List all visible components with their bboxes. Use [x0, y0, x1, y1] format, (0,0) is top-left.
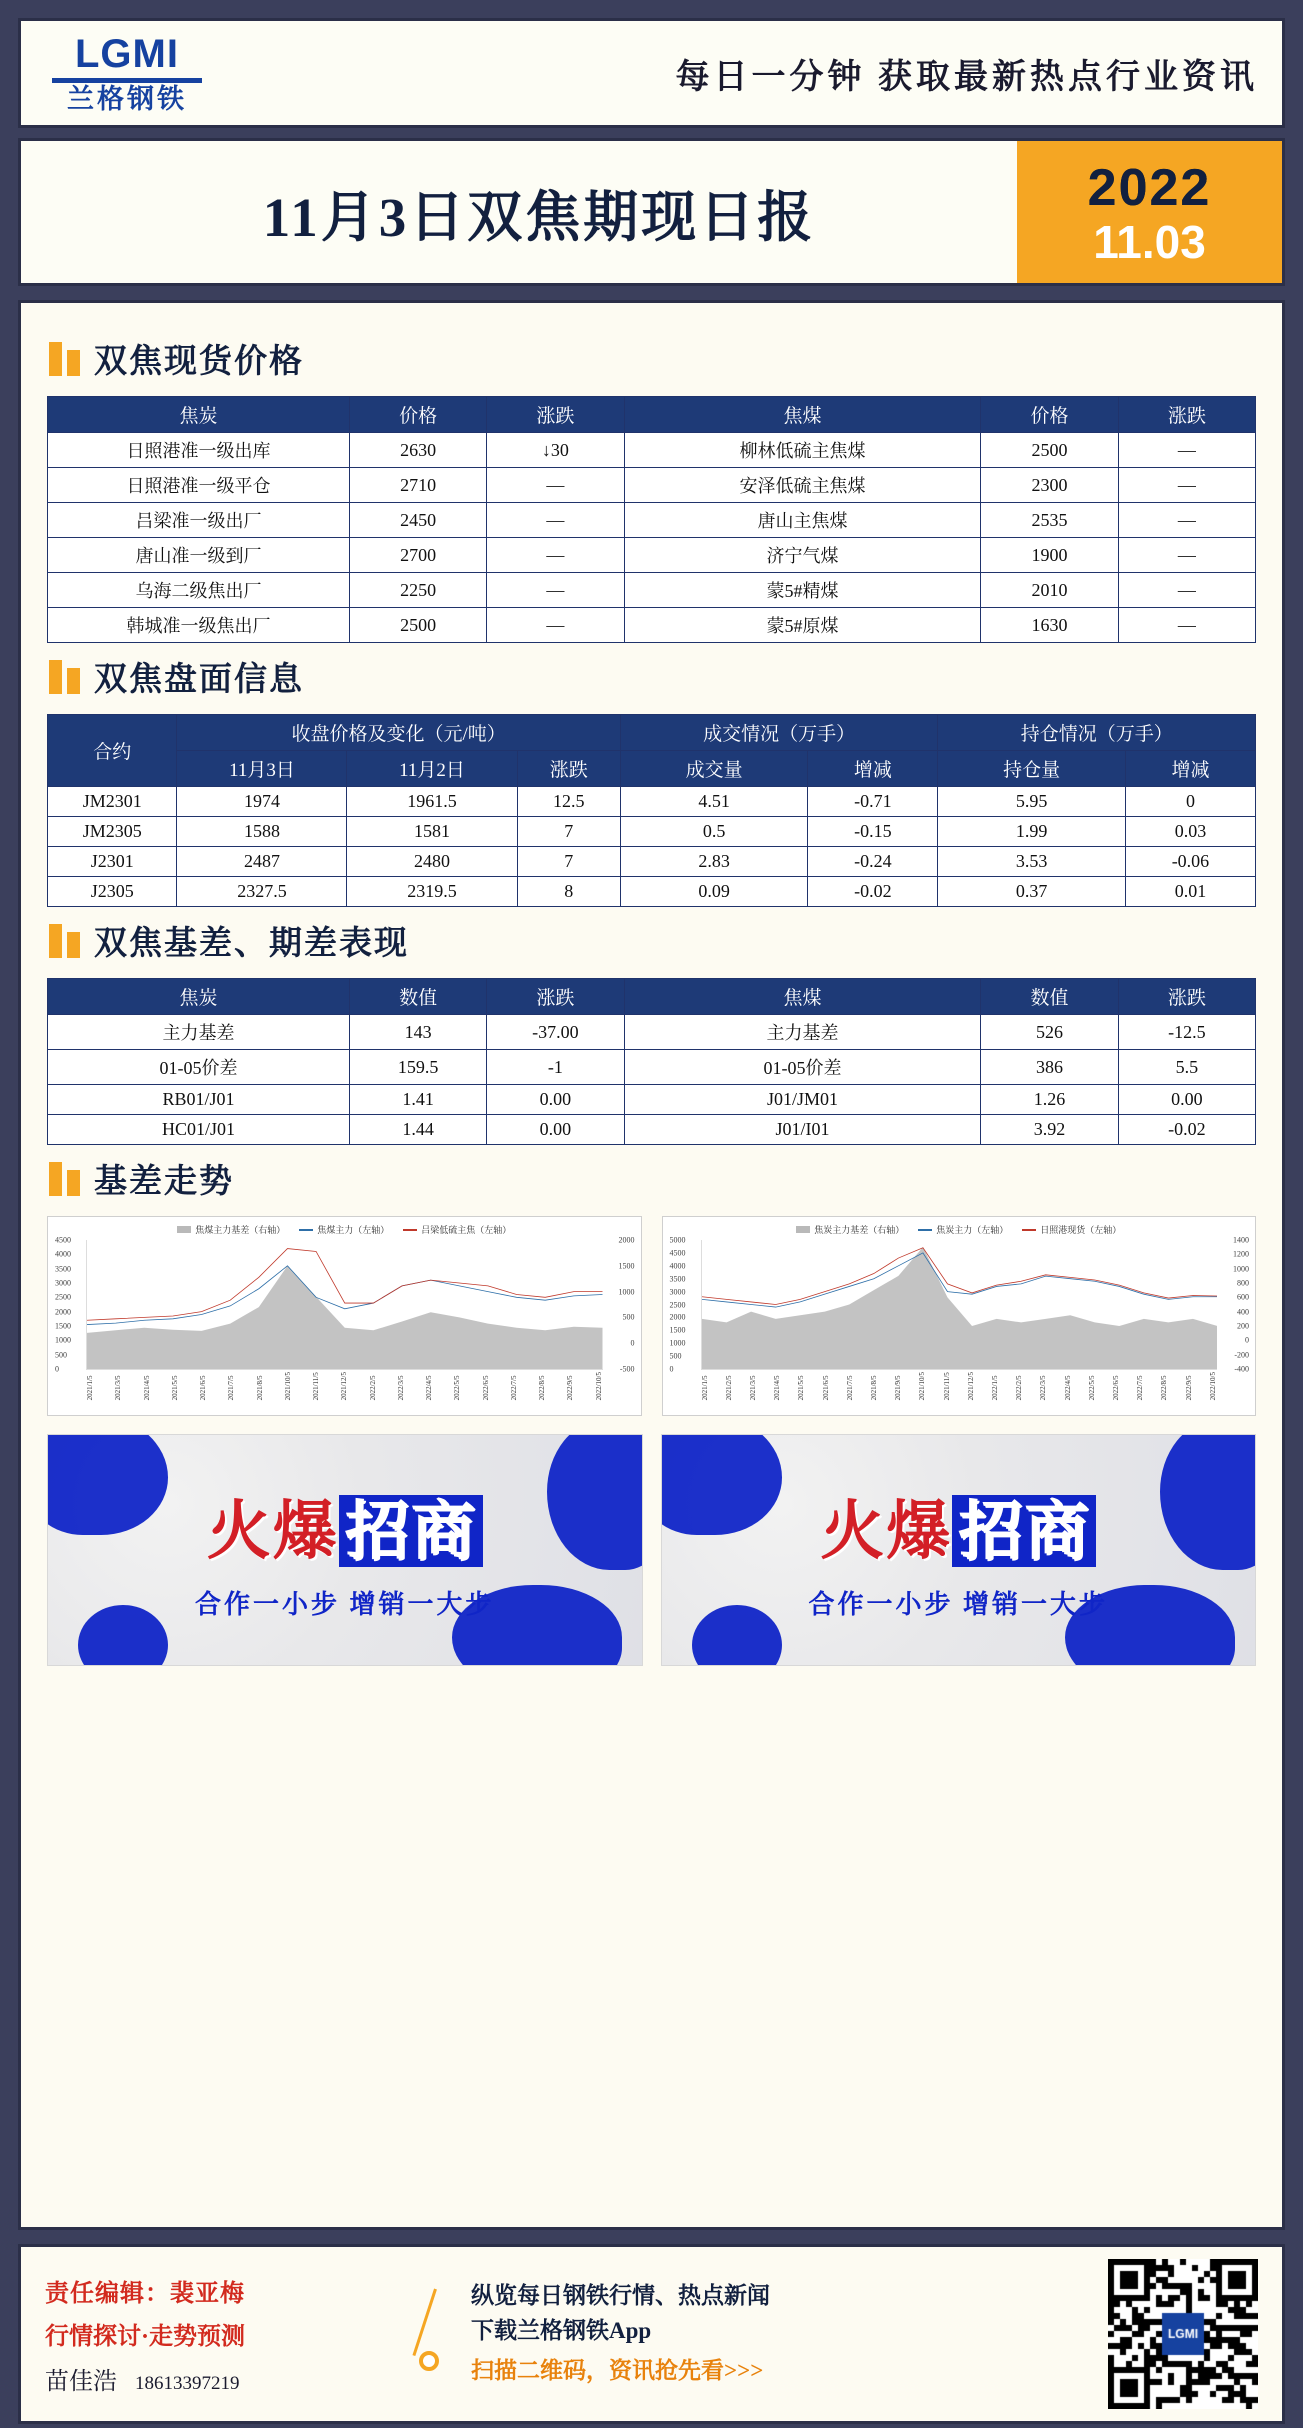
table-cell: 2300 — [981, 468, 1118, 503]
table-cell: ↓30 — [487, 433, 624, 468]
table-cell: 5.5 — [1118, 1050, 1255, 1085]
table-cell: -0.02 — [808, 877, 938, 907]
legend-entry: 焦煤主力（左轴） — [299, 1223, 389, 1236]
y-axis-tick: 0 — [669, 1364, 674, 1374]
table-cell: -0.06 — [1125, 847, 1255, 877]
y2-axis-tick: 0 — [1245, 1335, 1249, 1345]
column-subheader: 持仓量 — [938, 751, 1125, 787]
ad-banner[interactable] — [661, 1434, 1257, 1666]
x-axis-tick: 2022/8/5 — [538, 1375, 546, 1401]
table-cell: 0.5 — [620, 817, 807, 847]
table-cell: — — [487, 573, 624, 608]
column-header: 数值 — [349, 979, 486, 1015]
table-cell: 0.09 — [620, 877, 807, 907]
x-axis-tick: 2022/4/5 — [1063, 1375, 1072, 1401]
footer-contact — [45, 2361, 405, 2396]
ad-headline: 火爆招商 — [820, 1480, 1096, 1572]
ad-banners — [47, 1434, 1256, 1666]
section-heading-basis — [49, 917, 1256, 964]
y2-axis-tick: 400 — [1237, 1307, 1249, 1317]
table-cell: J01/JM01 — [624, 1085, 981, 1115]
x-axis-tick: 2021/3/5 — [748, 1375, 757, 1401]
y-axis-tick: 2000 — [669, 1312, 686, 1322]
table-row — [48, 468, 1256, 503]
table-cell: 蒙5#精煤 — [624, 573, 981, 608]
x-axis-tick: 2022/10/5 — [1208, 1372, 1217, 1401]
date-year: 2022 — [1087, 158, 1212, 217]
logo-text: LGMI — [75, 31, 179, 76]
table-row — [48, 1115, 1256, 1145]
promo-line-1: 纵览每日钢铁行情、热点新闻 — [471, 2283, 770, 2309]
column-header: 数值 — [981, 979, 1118, 1015]
table-cell: — — [487, 503, 624, 538]
table-row — [48, 1015, 1256, 1050]
y-axis-tick: 2000 — [55, 1307, 71, 1317]
section-title-text: 双焦盘面信息 — [94, 662, 304, 698]
contact-phone: 18613397219 — [135, 2372, 240, 2394]
y-axis-tick: 1500 — [669, 1325, 686, 1335]
legend-entry: 焦炭主力（左轴） — [918, 1223, 1008, 1236]
table-row — [48, 787, 1256, 817]
table-cell: 0.01 — [1125, 877, 1255, 907]
table-cell: 0.00 — [487, 1115, 624, 1145]
table-cell: — — [1118, 608, 1255, 643]
page-header — [18, 18, 1285, 128]
table-cell: 1.44 — [349, 1115, 486, 1145]
table-cell: 唐山主焦煤 — [624, 503, 981, 538]
table-subheader-row — [48, 751, 1256, 787]
table-cell: 1974 — [177, 787, 347, 817]
x-axis-tick: 2021/7/5 — [227, 1375, 236, 1401]
x-axis-tick: 2021/2/5 — [724, 1375, 733, 1401]
table-cell: 526 — [981, 1015, 1118, 1050]
section-heading-trend — [49, 1155, 1256, 1202]
x-axis-tick: 2022/7/5 — [1136, 1375, 1145, 1401]
column-header: 价格 — [349, 397, 486, 433]
table-cell: — — [1118, 468, 1255, 503]
table-cell: — — [1118, 433, 1255, 468]
table-cell: -12.5 — [1118, 1015, 1255, 1050]
promo-line-2: 下载兰格钢铁App — [471, 2317, 652, 2343]
y-axis-tick: 3500 — [55, 1264, 71, 1274]
table-cell: -0.15 — [808, 817, 938, 847]
y2-axis-tick: 0 — [630, 1338, 635, 1348]
y2-axis-tick: 1400 — [1233, 1235, 1249, 1245]
legend-entry: 焦炭主力基差（右轴） — [796, 1223, 904, 1236]
table-cell: 2250 — [349, 573, 486, 608]
chart-legend — [667, 1223, 1252, 1236]
x-axis-tick: 2022/9/5 — [1184, 1375, 1193, 1401]
section-title-text: 双焦基差、期差表现 — [94, 926, 409, 962]
table-cell: -0.71 — [808, 787, 938, 817]
y2-axis-tick: -400 — [1234, 1364, 1249, 1374]
y2-axis-tick: 200 — [1237, 1321, 1249, 1331]
table-header-row — [48, 715, 1256, 751]
table-row — [48, 877, 1256, 907]
x-axis-tick: 2022/2/5 — [1015, 1375, 1024, 1401]
y2-axis-tick: -500 — [619, 1364, 635, 1374]
column-subheader: 11月3日 — [177, 751, 347, 787]
header-slogan: 每日一分钟 获取最新热点行业资讯 — [675, 58, 1258, 96]
y-axis-tick: 0 — [55, 1364, 59, 1374]
spot-price-table — [47, 396, 1256, 643]
column-header: 涨跌 — [487, 979, 624, 1015]
footer-promo — [405, 2279, 1098, 2389]
table-cell: — — [1118, 573, 1255, 608]
table-cell: 143 — [349, 1015, 486, 1050]
table-cell: -0.02 — [1118, 1115, 1255, 1145]
table-cell: 0.03 — [1125, 817, 1255, 847]
column-subheader: 涨跌 — [517, 751, 620, 787]
location-pin-icon — [415, 2289, 455, 2379]
table-cell: 4.51 — [620, 787, 807, 817]
x-axis-tick: 2022/6/5 — [481, 1375, 490, 1401]
y2-axis-tick: 1200 — [1233, 1249, 1249, 1259]
column-header: 涨跌 — [1118, 979, 1255, 1015]
contact-name: 苗佳浩 — [45, 2368, 117, 2395]
table-cell: 日照港准一级平仓 — [48, 468, 350, 503]
section-marker-icon — [49, 660, 80, 694]
footer-tagline: 行情探讨·走势预测 — [45, 2323, 246, 2350]
table-cell: — — [1118, 538, 1255, 573]
y-axis-tick: 5000 — [669, 1235, 686, 1245]
table-cell: 1.26 — [981, 1085, 1118, 1115]
x-axis-tick: 2021/5/5 — [797, 1375, 806, 1401]
basis-table — [47, 978, 1256, 1145]
y-axis-tick: 4000 — [669, 1261, 686, 1271]
y-axis-tick: 3500 — [669, 1274, 686, 1284]
legend-entry: 日照港现货（左轴） — [1022, 1223, 1121, 1236]
x-axis-tick: 2022/5/5 — [453, 1375, 462, 1401]
table-cell: 2535 — [981, 503, 1118, 538]
chart — [47, 1216, 642, 1416]
x-axis-tick: 2021/4/5 — [142, 1375, 151, 1401]
date-day: 11.03 — [1093, 215, 1206, 268]
y-axis-tick: 2500 — [669, 1300, 686, 1309]
table-cell: 乌海二级焦出厂 — [48, 573, 350, 608]
table-cell: 1900 — [981, 538, 1118, 573]
table-cell: 2010 — [981, 573, 1118, 608]
table-cell: — — [487, 538, 624, 573]
y-axis-tick: 4500 — [669, 1248, 686, 1258]
column-header: 涨跌 — [487, 397, 624, 433]
footer-editor-block — [45, 2273, 405, 2396]
ad-banner[interactable] — [47, 1434, 643, 1666]
table-cell: 7 — [517, 847, 620, 877]
table-row — [48, 573, 1256, 608]
table-cell: 济宁气煤 — [624, 538, 981, 573]
table-cell: 0.00 — [487, 1085, 624, 1115]
section-marker-icon — [49, 924, 80, 958]
qr-code[interactable] — [1108, 2259, 1258, 2409]
date-badge — [1017, 141, 1282, 283]
table-row — [48, 1085, 1256, 1115]
brand-logo — [27, 31, 227, 114]
table-cell: 1588 — [177, 817, 347, 847]
table-cell: 安泽低硫主焦煤 — [624, 468, 981, 503]
table-cell: 1581 — [347, 817, 517, 847]
section-title-text: 双焦现货价格 — [94, 344, 304, 380]
y-axis-tick: 1000 — [669, 1338, 686, 1348]
table-cell: 日照港准一级出库 — [48, 433, 350, 468]
table-cell: 1.41 — [349, 1085, 486, 1115]
table-cell: 主力基差 — [48, 1015, 350, 1050]
logo-divider — [52, 78, 202, 83]
y2-axis-tick: 500 — [622, 1312, 635, 1322]
x-axis-tick: 2021/1/5 — [700, 1375, 709, 1401]
table-cell: 0.00 — [1118, 1085, 1255, 1115]
table-cell: 7 — [517, 817, 620, 847]
promo-line-3: 扫描二维码，资讯抢先看>>> — [471, 2358, 764, 2384]
table-cell: 2710 — [349, 468, 486, 503]
chart-series — [702, 1240, 1218, 1369]
table-cell: 主力基差 — [624, 1015, 981, 1050]
y-axis-tick: 2500 — [55, 1292, 71, 1302]
x-axis-tick: 2022/3/5 — [396, 1375, 405, 1401]
y-axis-tick: 4000 — [55, 1249, 71, 1259]
logo-subtext: 兰格钢铁 — [67, 83, 187, 114]
legend-entry: 吕梁低硫主焦（左轴） — [403, 1223, 511, 1236]
basis-trend-charts — [47, 1216, 1256, 1416]
legend-entry: 焦煤主力基差（右轴） — [177, 1223, 285, 1236]
content-card — [18, 300, 1285, 2230]
table-row — [48, 1050, 1256, 1085]
x-axis-tick: 2022/4/5 — [425, 1375, 433, 1401]
table-cell: 5.95 — [938, 787, 1125, 817]
column-header: 焦煤 — [624, 397, 981, 433]
title-band — [18, 138, 1285, 286]
column-header: 焦煤 — [624, 979, 981, 1015]
table-cell: 2700 — [349, 538, 486, 573]
table-cell: JM2305 — [48, 817, 177, 847]
column-subheader: 成交量 — [620, 751, 807, 787]
x-axis-tick: 2022/7/5 — [509, 1375, 518, 1401]
table-cell: — — [487, 468, 624, 503]
table-cell: -37.00 — [487, 1015, 624, 1050]
x-axis-tick: 2021/6/5 — [199, 1375, 207, 1401]
chart-plot-area — [55, 1235, 635, 1374]
table-cell: JM2301 — [48, 787, 177, 817]
y2-axis-tick: 1000 — [618, 1287, 635, 1297]
x-axis-labels — [701, 1372, 1218, 1400]
y2-axis-tick: 800 — [1237, 1278, 1249, 1288]
x-axis-labels — [86, 1372, 603, 1400]
y2-axis-tick: 1000 — [1233, 1264, 1249, 1274]
x-axis-tick: 2021/12/5 — [340, 1372, 349, 1401]
x-axis-tick: 2022/6/5 — [1111, 1375, 1120, 1401]
table-cell: 1.99 — [938, 817, 1125, 847]
table-header-row — [48, 397, 1256, 433]
table-cell: 12.5 — [517, 787, 620, 817]
table-cell: 韩城准一级焦出厂 — [48, 608, 350, 643]
x-axis-tick: 2022/8/5 — [1160, 1375, 1169, 1401]
x-axis-tick: 2021/6/5 — [821, 1375, 830, 1401]
section-heading-spot — [49, 335, 1256, 382]
table-cell: 柳林低硫主焦煤 — [624, 433, 981, 468]
column-header: 合约 — [48, 715, 177, 787]
table-cell: — — [1118, 503, 1255, 538]
x-axis-tick: 2021/11/5 — [312, 1372, 320, 1401]
y-axis-tick: 1500 — [55, 1321, 71, 1331]
table-row — [48, 538, 1256, 573]
x-axis-tick: 2021/11/5 — [942, 1372, 951, 1401]
x-axis-tick: 2021/8/5 — [255, 1375, 264, 1401]
chart — [662, 1216, 1257, 1416]
table-cell: 蒙5#原煤 — [624, 608, 981, 643]
column-header: 涨跌 — [1118, 397, 1255, 433]
page-footer — [18, 2244, 1285, 2424]
x-axis-tick: 2021/5/5 — [170, 1375, 179, 1401]
futures-table — [47, 714, 1256, 907]
x-axis-tick: 2021/9/5 — [894, 1375, 903, 1401]
x-axis-tick: 2022/10/5 — [594, 1372, 603, 1401]
table-header-row — [48, 979, 1256, 1015]
y-axis-tick: 500 — [669, 1351, 682, 1361]
chart-legend — [52, 1223, 637, 1236]
y2-axis-tick: -200 — [1234, 1350, 1249, 1360]
table-cell: 2500 — [981, 433, 1118, 468]
table-cell: 2500 — [349, 608, 486, 643]
table-row — [48, 503, 1256, 538]
column-header: 持仓情况（万手） — [938, 715, 1256, 751]
column-header: 成交情况（万手） — [620, 715, 938, 751]
table-cell: -1 — [487, 1050, 624, 1085]
y-axis-tick: 500 — [55, 1350, 67, 1360]
table-cell: RB01/J01 — [48, 1085, 350, 1115]
footer-editor: 责任编辑：裴亚梅 — [45, 2280, 245, 2307]
y-axis-tick: 1000 — [55, 1335, 71, 1345]
table-cell: HC01/J01 — [48, 1115, 350, 1145]
column-header: 焦炭 — [48, 397, 350, 433]
ad-headline: 火爆招商 — [207, 1480, 483, 1572]
table-cell: 2450 — [349, 503, 486, 538]
x-axis-tick: 2022/1/5 — [990, 1375, 999, 1401]
section-marker-icon — [49, 1162, 80, 1196]
x-axis-tick: 2022/3/5 — [1039, 1375, 1048, 1401]
y-axis-tick: 3000 — [669, 1287, 686, 1297]
table-row — [48, 847, 1256, 877]
column-subheader: 11月2日 — [347, 751, 517, 787]
column-subheader: 增减 — [808, 751, 938, 787]
table-row — [48, 608, 1256, 643]
column-header: 收盘价格及变化（元/吨） — [177, 715, 620, 751]
table-cell: 2327.5 — [177, 877, 347, 907]
column-header: 焦炭 — [48, 979, 350, 1015]
table-cell: J01/I01 — [624, 1115, 981, 1145]
table-cell: 0.37 — [938, 877, 1125, 907]
x-axis-tick: 2022/5/5 — [1087, 1375, 1096, 1401]
ad-subline: 合作一小步 增销一大步 — [194, 1589, 495, 1619]
table-cell: 3.92 — [981, 1115, 1118, 1145]
table-row — [48, 433, 1256, 468]
table-cell: 2319.5 — [347, 877, 517, 907]
x-axis-tick: 2021/10/5 — [283, 1372, 292, 1401]
x-axis-tick: 2021/8/5 — [869, 1375, 878, 1401]
table-cell: J2301 — [48, 847, 177, 877]
x-axis-tick: 2021/3/5 — [114, 1375, 123, 1401]
x-axis-tick: 2021/4/5 — [773, 1375, 782, 1401]
table-cell: 386 — [981, 1050, 1118, 1085]
x-axis-tick: 2021/7/5 — [845, 1375, 854, 1401]
section-marker-icon — [49, 342, 80, 376]
x-axis-tick: 2021/10/5 — [918, 1372, 927, 1401]
table-cell: — — [487, 608, 624, 643]
table-cell: 2.83 — [620, 847, 807, 877]
table-cell: 3.53 — [938, 847, 1125, 877]
column-header: 价格 — [981, 397, 1118, 433]
table-cell: 2487 — [177, 847, 347, 877]
table-cell: 2630 — [349, 433, 486, 468]
table-cell: -0.24 — [808, 847, 938, 877]
table-row — [48, 817, 1256, 847]
x-axis-tick: 2022/9/5 — [566, 1375, 575, 1401]
table-cell: 01-05价差 — [624, 1050, 981, 1085]
column-subheader: 增减 — [1125, 751, 1255, 787]
table-cell: J2305 — [48, 877, 177, 907]
y-axis-tick: 3000 — [55, 1278, 71, 1288]
table-cell: 01-05价差 — [48, 1050, 350, 1085]
ad-subline: 合作一小步 增销一大步 — [808, 1589, 1108, 1619]
page-title: 11月3日双焦期现日报 — [262, 186, 816, 248]
table-cell: 8 — [517, 877, 620, 907]
y2-axis-tick: 2000 — [618, 1235, 635, 1245]
chart-plot-area — [669, 1235, 1249, 1374]
table-cell: 0 — [1125, 787, 1255, 817]
table-cell: 1961.5 — [347, 787, 517, 817]
table-cell: 2480 — [347, 847, 517, 877]
chart-series — [87, 1240, 603, 1369]
table-cell: 吕梁准一级出厂 — [48, 503, 350, 538]
y2-axis-tick: 1500 — [618, 1261, 635, 1271]
table-cell: 159.5 — [349, 1050, 486, 1085]
table-cell: 唐山准一级到厂 — [48, 538, 350, 573]
x-axis-tick: 2022/2/5 — [368, 1375, 377, 1401]
x-axis-tick: 2021/1/5 — [86, 1375, 94, 1401]
y2-axis-tick: 600 — [1237, 1292, 1249, 1302]
section-title-text: 基差走势 — [94, 1164, 234, 1200]
section-heading-futures — [49, 653, 1256, 700]
y-axis-tick: 4500 — [55, 1235, 71, 1245]
table-cell: 1630 — [981, 608, 1118, 643]
x-axis-tick: 2021/12/5 — [966, 1372, 975, 1401]
